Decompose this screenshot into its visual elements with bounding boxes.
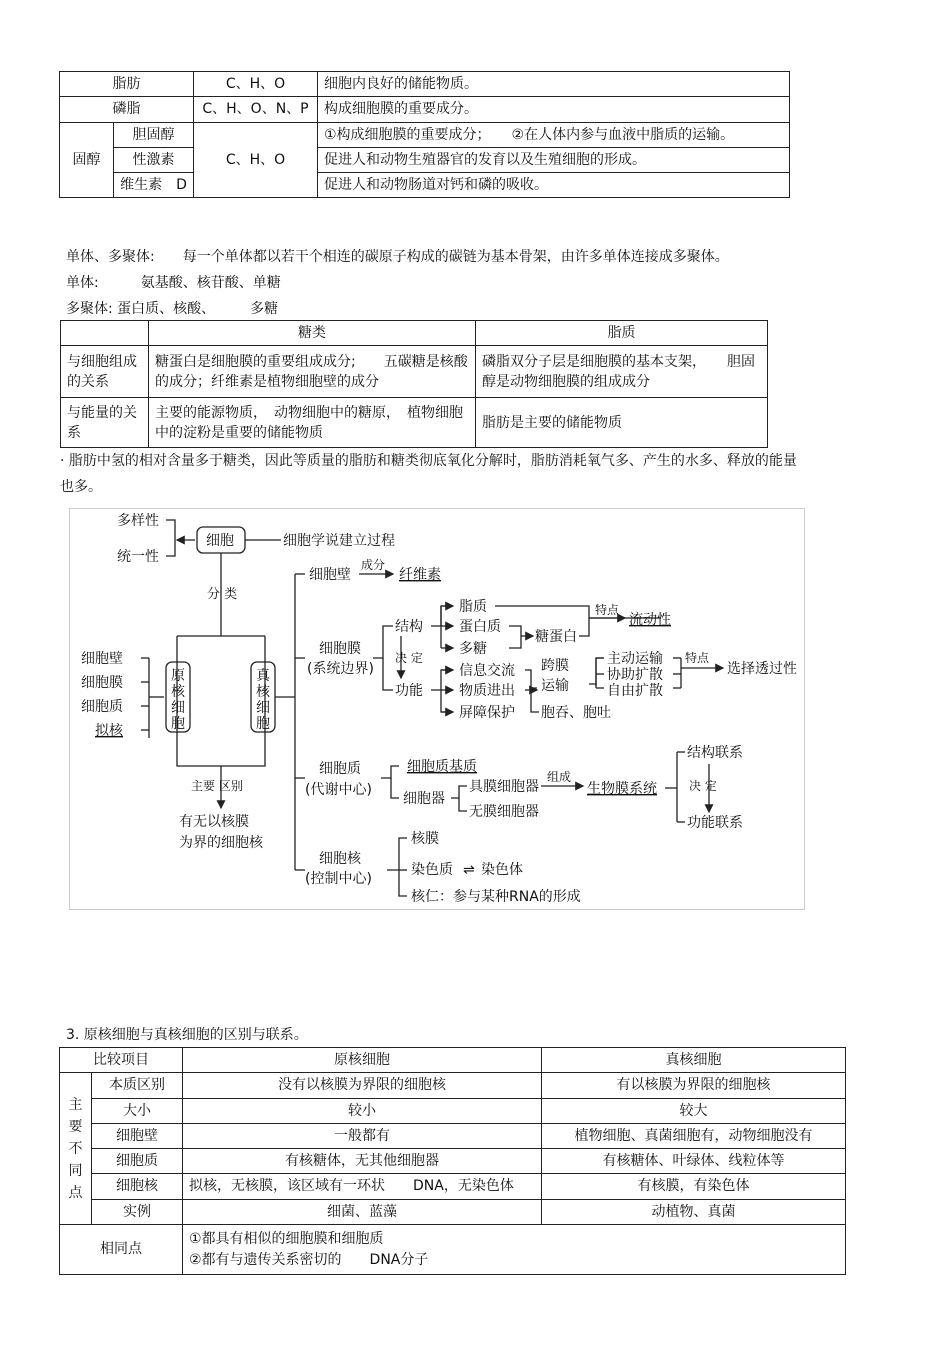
row-label: 细胞质 — [92, 1149, 183, 1174]
component-label: 成分 — [361, 558, 386, 572]
vitamin-d-name: 维生素 D — [114, 173, 194, 198]
header-empty — [61, 321, 149, 346]
nucleolus-label: 核仁：参与某种RNA的形成 — [411, 889, 581, 905]
row-energy-lipid: 脂肪是主要的储能物质 — [476, 398, 768, 448]
cholesterol-function: ①构成细胞膜的重要成分； ②在人体内参与血液中脂质的运输。 — [318, 122, 790, 147]
row-label: 本质区别 — [92, 1073, 183, 1098]
sex-hormone-function: 促进人和动物生殖器官的发育以及生殖细胞的形成。 — [318, 147, 790, 172]
monomer-line-2: 单体: 氨基酸、核苷酸、单糖 — [66, 275, 281, 291]
row-label: 细胞壁 — [92, 1123, 183, 1148]
diversity-label: 多样性 — [117, 513, 159, 529]
chromatin-label: 染色质 — [411, 862, 453, 878]
prokaryote-char-3: 细 — [171, 700, 185, 716]
row-energy-sugar: 主要的能源物质， 动物细胞中的糖原， 植物细胞中的淀粉是重要的储能物质 — [149, 398, 476, 448]
eukaryote-header: 真核细胞 — [542, 1048, 846, 1073]
membrane-label: 细胞膜 — [319, 641, 361, 657]
envelope-label: 核膜 — [411, 831, 439, 847]
feature-label: 特点 — [595, 603, 620, 617]
cholesterol-name: 胆固醇 — [114, 122, 194, 147]
sugar-lipid-table — [60, 320, 768, 448]
eukaryote-char-3: 细 — [256, 700, 270, 716]
matrix-label: 细胞质基质 — [407, 759, 477, 775]
compare-item-header: 比较项目 — [60, 1048, 183, 1073]
polysaccharide-label: 多糖 — [459, 641, 487, 657]
eukaryote-cell: 较大 — [542, 1098, 846, 1123]
biomembrane-label: 生物膜系统 — [587, 781, 657, 797]
selective-label: 选择透过性 — [727, 661, 797, 677]
main-label-char: 同 — [68, 1162, 83, 1179]
fat-note: · 脂肪中氢的相对含量多于糖类，因此等质量的脂肪和糖类彻底氧化分解时，脂肪消耗氧气多、产生的水多、释放的能量也多。 — [60, 453, 797, 495]
main-diff-cell — [60, 1073, 92, 1225]
main-label-char: 不 — [68, 1140, 83, 1157]
membranous-label: 具膜细胞器 — [469, 779, 539, 795]
chromosome-label: 染色体 — [481, 862, 523, 878]
eukaryote-cell: 有以核膜为界限的细胞核 — [542, 1073, 846, 1098]
decide2-label: 决 定 — [689, 779, 717, 793]
main-diff-label: 主要 区别 — [191, 779, 243, 793]
decide-label: 决 定 — [395, 651, 423, 665]
cellulose-label: 纤维素 — [399, 567, 441, 583]
fat-name: 脂肪 — [60, 72, 194, 97]
lipid-label: 脂质 — [459, 599, 487, 615]
eukaryote-cell: 动植物、真菌 — [542, 1199, 846, 1224]
wall-label: 细胞壁 — [309, 567, 351, 583]
monomer-line-3: 多聚体: 蛋白质、核酸、 多糖 — [66, 301, 279, 317]
eukaryote-cell: 有核糖体、叶绿体、线粒体等 — [542, 1149, 846, 1174]
row-label: 细胞核 — [92, 1174, 183, 1199]
pro-item-cytoplasm: 细胞质 — [81, 699, 123, 715]
phospholipid-function: 构成细胞膜的重要成分。 — [318, 97, 790, 122]
nucleus-diff-line1: 有无以核膜 — [179, 814, 249, 830]
prokaryote-cell: 没有以核膜为界限的细胞核 — [183, 1073, 542, 1098]
prokaryote-char-4: 胞 — [171, 716, 185, 732]
barrier-label: 屏障保护 — [459, 705, 515, 721]
active-transport-label: 主动运输 — [607, 651, 663, 667]
eukaryote-cell: 植物细胞、真菌细胞有，动物细胞没有 — [542, 1123, 846, 1148]
prokaryote-char-1: 原 — [171, 668, 185, 684]
structure-label: 结构 — [395, 619, 423, 635]
eukaryote-char-4: 胞 — [256, 716, 270, 732]
signal-label: 信息交流 — [459, 663, 515, 679]
cross2-label: 运输 — [541, 678, 569, 694]
fat-elements: C、H、O — [194, 72, 318, 97]
header-sugar: 糖类 — [149, 321, 476, 346]
facilitated-label: 协助扩散 — [607, 667, 663, 683]
pro-item-nucleoid: 拟核 — [95, 723, 123, 739]
prokaryote-cell: 拟核，无核膜，该区域有一环状 DNA，无染色体 — [183, 1174, 542, 1199]
sterol-elements: C、H、O — [194, 122, 318, 198]
nucleus-label: 细胞核 — [319, 851, 361, 867]
same-item-1: ①都具有相似的细胞膜和细胞质 — [189, 1231, 384, 1248]
same-cell — [183, 1225, 846, 1275]
unity-label: 统一性 — [117, 549, 159, 565]
membrane-sub-label: (系统边界) — [307, 661, 374, 677]
section3-title: 3. 原核细胞与真核细胞的区别与联系。 — [66, 1027, 308, 1043]
same-item-2: ②都有与遗传关系密切的 DNA分子 — [189, 1251, 429, 1268]
glycoprotein-label: 糖蛋白 — [535, 629, 577, 645]
cross-label: 跨膜 — [541, 658, 569, 674]
endo-exo-label: 胞吞、胞吐 — [541, 705, 611, 721]
cell-label: 细胞 — [206, 533, 234, 549]
cytoplasm-label: 细胞质 — [319, 761, 361, 777]
row-label: 大小 — [92, 1098, 183, 1123]
phospholipid-name: 磷脂 — [60, 97, 194, 122]
row-label: 实例 — [92, 1199, 183, 1224]
function-label: 功能 — [395, 683, 423, 699]
transport-label: 物质进出 — [459, 683, 515, 699]
row-energy-label: 与能量的关系 — [61, 398, 149, 448]
sex-hormone-name: 性激素 — [114, 147, 194, 172]
prokaryote-cell: 细菌、蓝藻 — [183, 1199, 542, 1224]
main-label-char: 要 — [68, 1118, 83, 1135]
cell-concept-diagram — [69, 508, 805, 910]
protein-label: 蛋白质 — [459, 619, 501, 635]
nucleus-diff-line2: 为界的细胞核 — [179, 835, 263, 851]
header-lipid: 脂质 — [476, 321, 768, 346]
eukaryote-char-2: 核 — [256, 684, 270, 700]
prokaryote-cell: 有核糖体，无其他细胞器 — [183, 1149, 542, 1174]
prokaryote-cell: 一般都有 — [183, 1123, 542, 1148]
func-link-label: 功能联系 — [687, 815, 743, 831]
vitamin-d-function: 促进人和动物肠道对钙和磷的吸收。 — [318, 173, 790, 198]
cell-theory-label: 细胞学说建立过程 — [283, 533, 395, 549]
equilibrium-arrows: ⇌ — [463, 862, 475, 878]
main-label-char: 主 — [68, 1096, 83, 1113]
free-diffusion-label: 自由扩散 — [607, 683, 663, 699]
struct-link-label: 结构联系 — [687, 745, 743, 761]
row-composition-lipid: 磷脂双分子层是细胞膜的基本支架， 胆固醇是动物细胞膜的组成成分 — [476, 346, 768, 398]
sterol-group: 固醇 — [60, 122, 114, 198]
prokaryote-char-2: 核 — [171, 684, 185, 700]
prokaryote-header: 原核细胞 — [183, 1048, 542, 1073]
prokaryote-cell: 较小 — [183, 1098, 542, 1123]
nucleus-sub-label: (控制中心) — [305, 871, 372, 887]
classify-label: 分 类 — [207, 587, 238, 602]
fat-function: 细胞内良好的储能物质。 — [318, 72, 790, 97]
pro-item-membrane: 细胞膜 — [81, 675, 123, 691]
nonmembranous-label: 无膜细胞器 — [469, 804, 539, 820]
cytoplasm-sub-label: (代谢中心) — [305, 782, 372, 798]
monomer-line-1: 单体、多聚体: 每一个单体都以若干个相连的碳原子构成的碳链为基本骨架，由许多单体连接成多聚体。 — [66, 249, 729, 265]
row-composition-sugar: 糖蛋白是细胞膜的重要组成成分; 五碳糖是核酸的成分；纤维素是植物细胞壁的成分 — [149, 346, 476, 398]
same-label: 相同点 — [60, 1225, 183, 1275]
organelle-label: 细胞器 — [403, 791, 445, 807]
lipid-table — [59, 71, 790, 198]
pro-item-wall: 细胞壁 — [81, 651, 123, 667]
compose-label: 组成 — [547, 770, 572, 784]
row-composition-label: 与细胞组成的关系 — [61, 346, 149, 398]
eukaryote-char-1: 真 — [256, 668, 270, 684]
phospholipid-elements: C、H、O、N、P — [194, 97, 318, 122]
eukaryote-cell: 有核膜，有染色体 — [542, 1174, 846, 1199]
fluidity-label: 流动性 — [629, 612, 671, 628]
pro-eu-table — [59, 1047, 846, 1275]
feature2-label: 特点 — [685, 651, 710, 665]
main-label-char: 点 — [68, 1184, 83, 1201]
